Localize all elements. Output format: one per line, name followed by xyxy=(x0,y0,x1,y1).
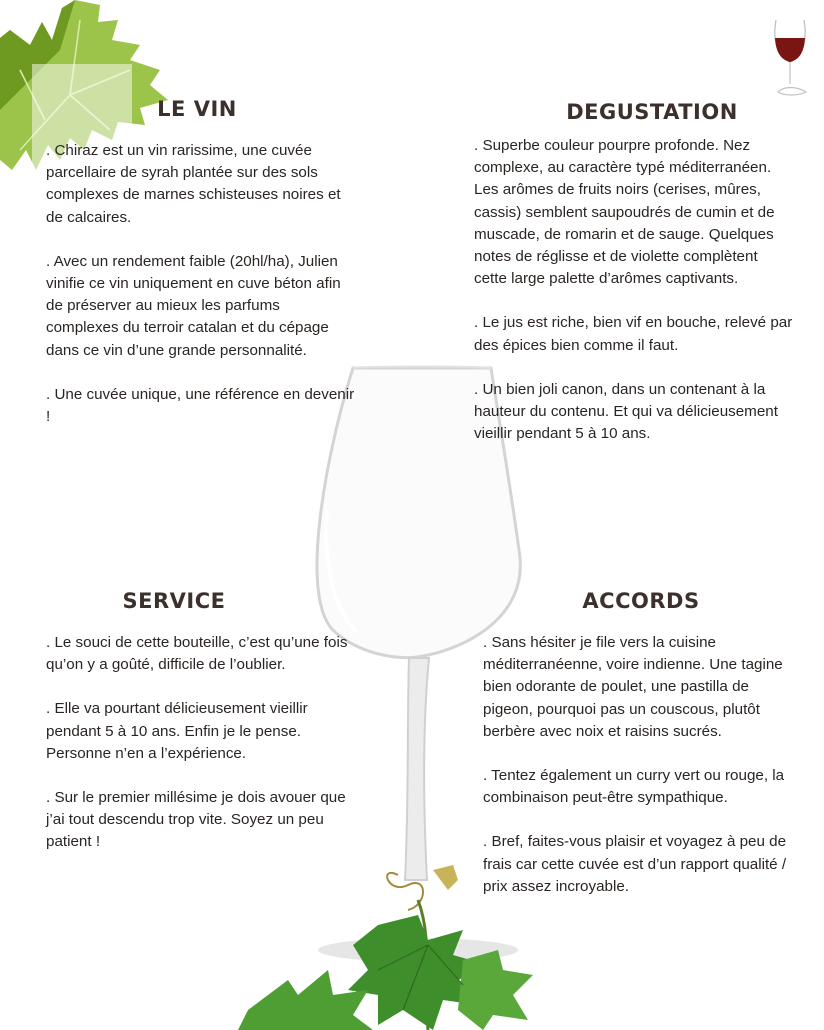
service-text xyxy=(46,632,352,876)
paragraph: . Chiraz est un vin rarissime, une cuvée parcellaire de syrah plantée sur des sols complexes de marnes schisteuses noires et de calcaires. xyxy=(46,142,341,226)
paragraph: . Le jus est riche, bien vif en bouche, relevé par des épices bien comme il faut. xyxy=(474,314,793,354)
heading-le-vin: LE VIN xyxy=(157,97,237,121)
accords-text xyxy=(483,632,801,920)
degustation-text xyxy=(474,135,794,467)
paragraph: . Un bien joli canon, dans un contenant à la hauteur du contenu. Et qui va délicieusement vieillir pendant 5 à 10 ans. xyxy=(474,380,778,443)
heading-accords: ACCORDS xyxy=(582,589,700,613)
heading-service: SERVICE xyxy=(122,589,226,613)
paragraph: . Sans hésiter je file vers la cuisine méditerranéenne, voire indienne. Une tagine bien odorante de poulet, une pastilla de pigeon, pourquoi pas un couscous, plutôt berbère avec noix et raisins sucrés. xyxy=(483,634,783,740)
paragraph: . Sur le premier millésime je dois avouer que j’ai tout descendu trop vite. Soyez un peu patient ! xyxy=(46,789,346,851)
paragraph: . Elle va pourtant délicieusement vieillir pendant 5 à 10 ans. Enfin je le pense. Personne n’en a l’expérience. xyxy=(46,700,308,762)
heading-degustation: DEGUSTATION xyxy=(566,100,738,124)
paragraph: . Tentez également un curry vert ou rouge, la combinaison peut-être sympathique. xyxy=(483,767,785,807)
paragraph: . Une cuvée unique, une référence en devenir ! xyxy=(46,385,355,426)
paragraph: . Avec un rendement faible (20hl/ha), Julien vinifie ce vin uniquement en cuve béton afin de préserver au mieux les parfums complexes du terroir catalan et du cépage dans ce vin d’une grande personnalité. xyxy=(46,252,341,359)
red-wine-glass-icon xyxy=(772,16,812,100)
paragraph: . Bref, faites-vous plaisir et voyagez à peu de frais car cette cuvée est d’un rapport qualité / prix assez incroyable. xyxy=(483,833,787,895)
paragraph: . Le souci de cette bouteille, c’est qu’une fois qu’on y a goûté, difficile de l’oublier. xyxy=(46,634,348,674)
le-vin-text xyxy=(46,140,356,450)
paragraph: . Superbe couleur pourpre profonde. Nez complexe, au caractère typé méditerranéen. Les arômes de fruits noirs (cerises, mûres, cassis) semblent saupoudrés de cumin et de muscade, de romarin et de sauge. Quelques notes de réglisse et de violette complètent cette large palette d’arômes captivants. xyxy=(474,137,775,288)
